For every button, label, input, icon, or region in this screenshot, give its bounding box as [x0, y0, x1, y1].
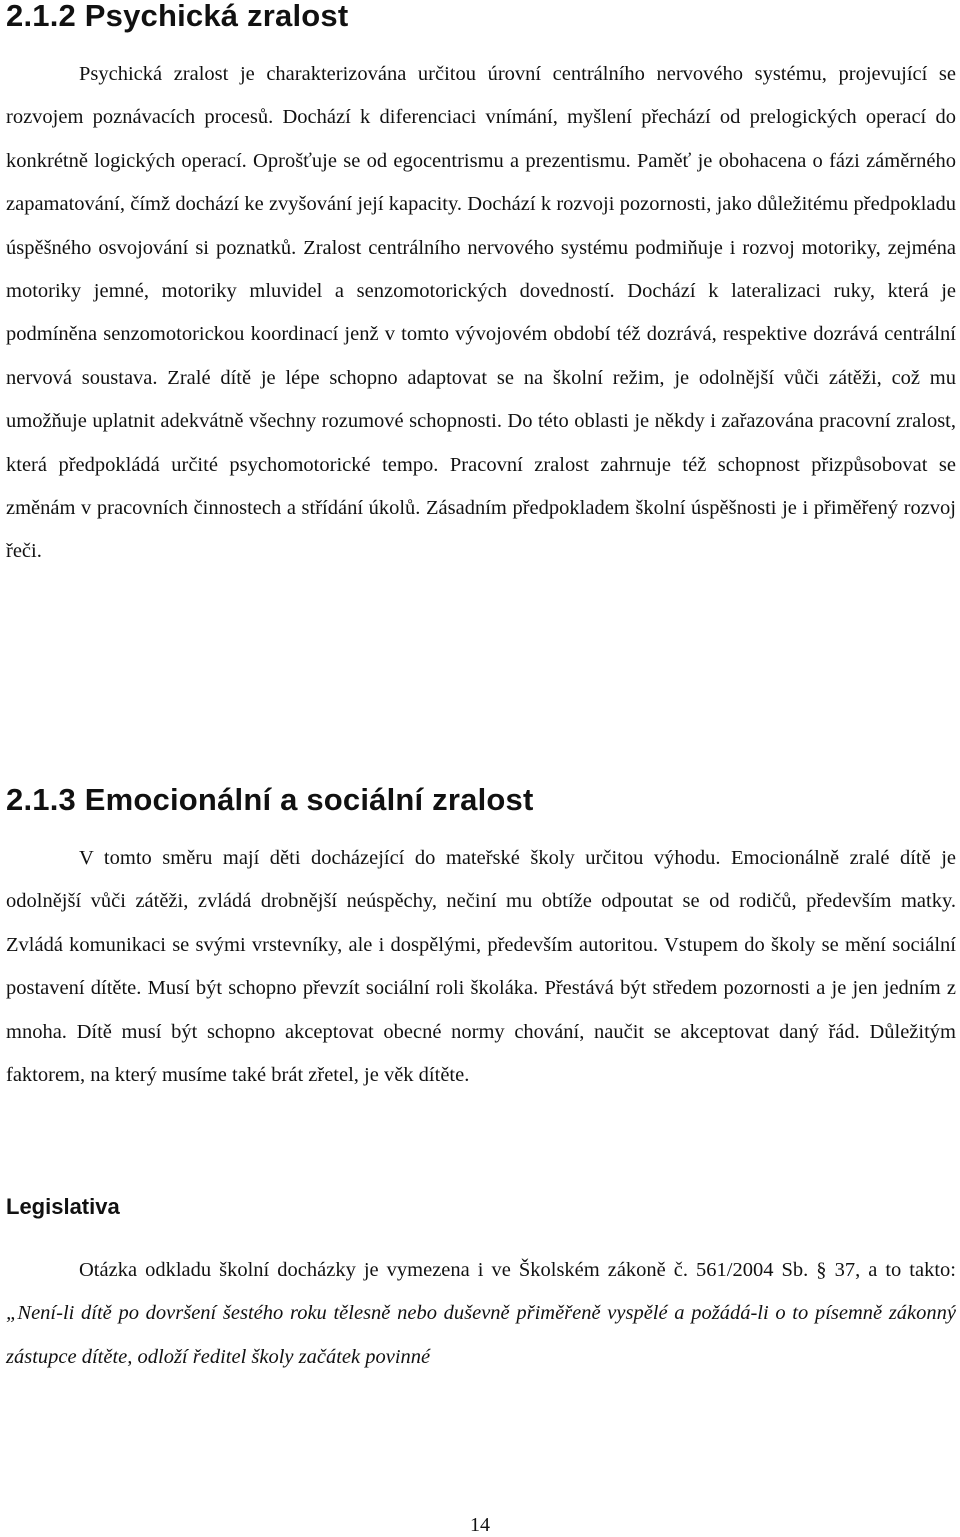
paragraph-legislation — [6, 1249, 956, 1379]
section-heading-psychic-maturity: 2.1.2 Psychická zralost — [6, 0, 349, 33]
paragraph-emotional-social-maturity: V tomto směru mají děti docházející do mateřské školy určitou výhodu. Emocionálně zralé dítě je odolnější vůči zátěži, zvládá drobnější neúspěchy, nečiní mu obtíže odpoutat se od rodičů, především matky. Zvládá komunikaci se svými vrstevníky, ale i dospělými, především autoritou. Vstupem do školy se mění sociální postavení dítěte. Musí být schopno převzít sociální roli školáka. Přestává být středem pozornosti a je jen jedním z mnoha. Dítě musí být schopno akceptovat obecné normy chování, naučit se akceptovat daný řád. Důležitým faktorem, na který musíme také brát zřetel, je věk dítěte. — [6, 847, 956, 1087]
page-number: 14 — [470, 1514, 490, 1536]
legislation-intro: Otázka odkladu školní docházky je vymezena i ve Školském zákoně č. 561/2004 Sb. § 37, a to takto: — [79, 1259, 956, 1281]
paragraph-psychic-maturity: Psychická zralost je charakterizována určitou úrovní centrálního nervového systému, projevující se rozvojem poznávacích procesů. Dochází k diferenciaci vnímání, myšlení přechází od prelogických operací do konkrétně logických operací. Oprošťuje se od egocentrismu a prezentismu. Paměť je obohacena o fázi záměrného zapamatování, čímž dochází ke zvyšování její kapacity. Dochází k rozvoji pozornosti, jako důležitému předpokladu úspěšného osvojování si poznatků. Zralost centrálního nervového systému podmiňuje i rozvoj motoriky, zejména motoriky jemné, motoriky mluvidel a senzomotorických dovedností. Dochází k lateralizaci ruky, která je podmíněna senzomotorickou koordinací jenž v tomto vývojovém období též dozrává, respektive dozrává centrální nervová soustava. Zralé dítě je lépe schopno adaptovat se na školní režim, je odolnější vůči zátěži, což mu umožňuje uplatnit adekvátně všechny rozumové schopnosti. Do této oblasti je někdy i zařazována pracovní zralost, která předpokládá určité psychomotorické tempo. Pracovní zralost zahrnuje též schopnost přizpůsobovat se změnám v pracovních činnostech a střídání úkolů. Zásadním předpokladem školní úspěšnosti je i přiměřený rozvoj řeči. — [6, 63, 956, 563]
section-heading-emotional-social-maturity: 2.1.3 Emocionální a sociální zralost — [6, 782, 534, 817]
legislation-quote: „Není-li dítě po dovršení šestého roku tělesně nebo duševně přiměřeně vyspělé a požádá-li o to písemně zákonný zástupce dítěte, odloží ředitel školy začátek povinné — [6, 1302, 956, 1368]
subheading-legislation: Legislativa — [6, 1194, 120, 1219]
